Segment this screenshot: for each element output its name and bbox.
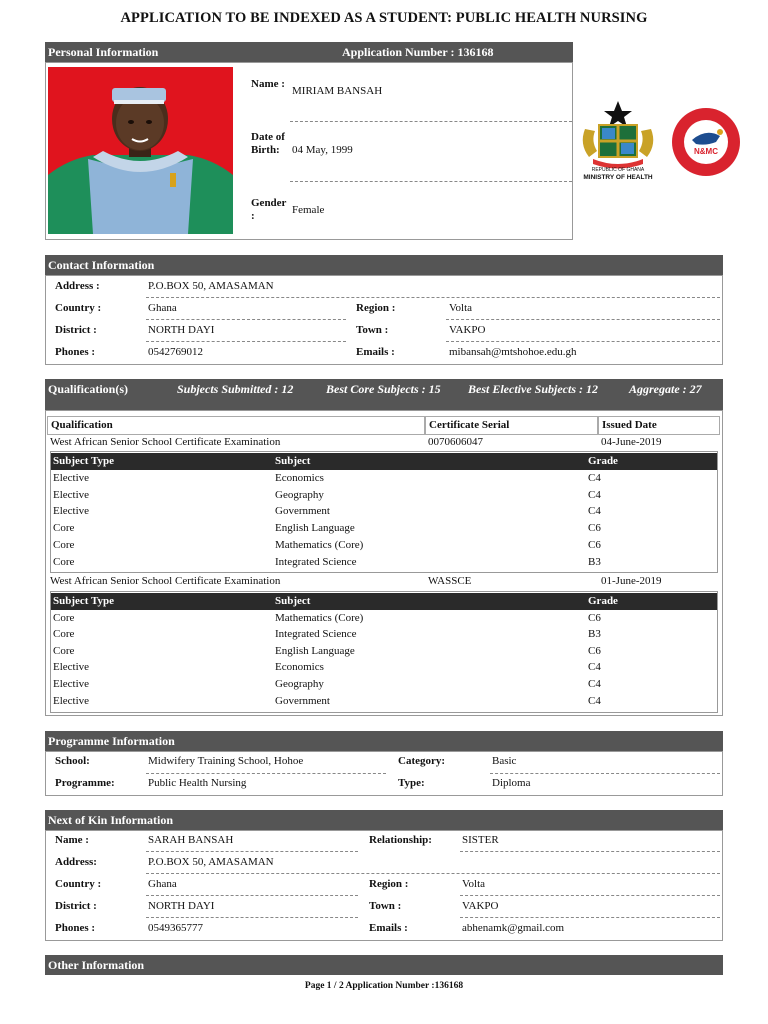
town-label: Town : (356, 324, 389, 336)
subject-grade: B3 (588, 628, 601, 640)
next-of-kin-header: Next of Kin Information (45, 810, 723, 830)
divider (290, 181, 572, 182)
subject-grade: C4 (588, 695, 601, 707)
subject-name: Mathematics (Core) (275, 612, 364, 624)
subject-name: Integrated Science (275, 628, 357, 640)
subject-name: Economics (275, 472, 324, 484)
exam-issued-date: 01-June-2019 (601, 575, 662, 587)
kin-phones: 0549365777 (148, 922, 203, 934)
subject-type: Elective (53, 505, 90, 517)
subject-grade: B3 (588, 556, 601, 568)
relationship-label: Relationship: (369, 834, 432, 846)
moh-seal-line2: MINISTRY OF HEALTH (583, 174, 653, 181)
kin-emails-label: Emails : (369, 922, 408, 934)
exam-issued-date: 04-June-2019 (601, 436, 662, 448)
subject-grade: C6 (588, 522, 601, 534)
column-header-grade: Grade (588, 455, 618, 467)
kin-town-label: Town : (369, 900, 402, 912)
subject-name: Economics (275, 661, 324, 673)
name-label: Name : (251, 78, 285, 90)
kin-town: VAKPO (462, 900, 499, 912)
divider (460, 895, 720, 896)
subject-type: Elective (53, 695, 90, 707)
school-label: School: (55, 755, 90, 767)
contact-address: P.O.BOX 50, AMASAMAN (148, 280, 274, 292)
programme-info-header: Programme Information (45, 731, 723, 751)
emails-label: Emails : (356, 346, 395, 358)
subject-grade: C4 (588, 489, 601, 501)
divider (146, 319, 346, 320)
subject-name: Geography (275, 678, 324, 690)
contact-country: Ghana (148, 302, 177, 314)
column-header-subject-type: Subject Type (53, 595, 115, 607)
kin-email: abhenamk@gmail.com (462, 922, 565, 934)
nmc-logo-icon (670, 106, 742, 178)
region-label: Region : (356, 302, 396, 314)
subjects-submitted: Subjects Submitted : 12 (177, 382, 294, 396)
nursing-midwifery-council-seal (670, 106, 742, 178)
column-header-subject: Subject (275, 455, 311, 467)
contact-region: Volta (449, 302, 473, 314)
other-info-header: Other Information (45, 955, 723, 975)
column-header-issued: Issued Date (598, 416, 720, 435)
page-footer: Page 1 / 2 Application Number :136168 (304, 981, 464, 991)
date-of-birth: 04 May, 1999 (292, 144, 353, 156)
exam-serial: WASSCE (428, 575, 472, 587)
subject-type: Core (53, 645, 75, 657)
contact-info-header: Contact Information (45, 255, 723, 275)
contact-email: mibansah@mtshohoe.edu.gh (449, 346, 577, 358)
address-label: Address : (55, 280, 100, 292)
kin-relationship: SISTER (462, 834, 499, 846)
divider (146, 917, 358, 918)
subject-type: Core (53, 522, 75, 534)
ministry-of-health-seal (577, 99, 659, 183)
kin-name: SARAH BANSAH (148, 834, 234, 846)
dob-label: Date of Birth: (251, 131, 285, 156)
applicant-name: MIRIAM BANSAH (292, 85, 383, 97)
column-header-grade: Grade (588, 595, 618, 607)
contact-town: VAKPO (449, 324, 486, 336)
programme-school: Midwifery Training School, Hohoe (148, 755, 304, 767)
personal-info-header (45, 42, 573, 62)
kin-region-label: Region : (369, 878, 409, 890)
divider (490, 773, 720, 774)
kin-region: Volta (462, 878, 486, 890)
type-label: Type: (398, 777, 425, 789)
country-label: Country : (55, 302, 102, 314)
category-label: Category: (398, 755, 446, 767)
kin-address-label: Address: (55, 856, 97, 868)
column-header-serial: Certificate Serial (425, 416, 598, 435)
subject-name: English Language (275, 522, 355, 534)
subject-type: Core (53, 556, 75, 568)
gender-label: Gender : (251, 197, 287, 222)
kin-phones-label: Phones : (55, 922, 96, 934)
divider (446, 341, 720, 342)
subject-name: Integrated Science (275, 556, 357, 568)
subject-name: Geography (275, 489, 324, 501)
nmc-seal-text: N&MC (694, 147, 718, 156)
subject-type: Elective (53, 472, 90, 484)
exam-name: West African Senior School Certificate Examination (50, 436, 281, 448)
subject-type: Elective (53, 661, 90, 673)
exam-name: West African Senior School Certificate Examination (50, 575, 281, 587)
personal-info-title: Personal Information (48, 45, 159, 59)
qualifications-title: Qualification(s) (48, 382, 128, 396)
aggregate: Aggregate : 27 (629, 382, 702, 396)
applicant-photo (48, 67, 233, 234)
subjects-table-header (51, 593, 717, 610)
application-number: Application Number : 136168 (342, 45, 494, 59)
subject-grade: C6 (588, 539, 601, 551)
programme-label: Programme: (55, 777, 115, 789)
best-core-subjects: Best Core Subjects : 15 (326, 382, 441, 396)
best-elective-subjects: Best Elective Subjects : 12 (468, 382, 598, 396)
subject-type: Elective (53, 678, 90, 690)
phones-label: Phones : (55, 346, 96, 358)
column-header-subject-type: Subject Type (53, 455, 115, 467)
contact-district: NORTH DAYI (148, 324, 215, 336)
subject-type: Core (53, 612, 75, 624)
subject-type: Elective (53, 489, 90, 501)
subject-type: Core (53, 628, 75, 640)
divider (446, 319, 720, 320)
divider (146, 873, 720, 874)
subject-grade: C4 (588, 505, 601, 517)
contact-phones: 0542769012 (148, 346, 203, 358)
subject-name: Government (275, 695, 330, 707)
kin-district: NORTH DAYI (148, 900, 215, 912)
subjects-table-header (51, 453, 717, 470)
subject-grade: C6 (588, 612, 601, 624)
qualifications-header (45, 379, 723, 410)
gender: Female (292, 204, 325, 216)
subject-name: Mathematics (Core) (275, 539, 364, 551)
divider (290, 121, 572, 122)
subject-grade: C4 (588, 472, 601, 484)
kin-name-label: Name : (55, 834, 89, 846)
programme-category: Basic (492, 755, 517, 767)
kin-district-label: District : (55, 900, 97, 912)
page-title: APPLICATION TO BE INDEXED AS A STUDENT: PUBLIC HEALTH NURSING (120, 10, 648, 26)
exam-serial: 0070606047 (428, 436, 483, 448)
divider (146, 341, 346, 342)
subject-grade: C6 (588, 645, 601, 657)
column-header-qualification: Qualification (47, 416, 425, 435)
subject-name: Government (275, 505, 330, 517)
divider (460, 917, 720, 918)
subject-type: Core (53, 539, 75, 551)
divider (460, 851, 720, 852)
divider (146, 773, 386, 774)
subject-grade: C4 (588, 661, 601, 673)
kin-address: P.O.BOX 50, AMASAMAN (148, 856, 274, 868)
moh-seal-line1: REPUBLIC OF GHANA (591, 167, 645, 173)
subject-grade: C4 (588, 678, 601, 690)
divider (146, 851, 358, 852)
ghana-coat-of-arms-icon (577, 99, 659, 169)
programme-name: Public Health Nursing (148, 777, 247, 789)
divider (146, 297, 720, 298)
subject-name: English Language (275, 645, 355, 657)
divider (146, 895, 358, 896)
kin-country-label: Country : (55, 878, 102, 890)
programme-type: Diploma (492, 777, 531, 789)
district-label: District : (55, 324, 97, 336)
kin-country: Ghana (148, 878, 177, 890)
column-header-subject: Subject (275, 595, 311, 607)
